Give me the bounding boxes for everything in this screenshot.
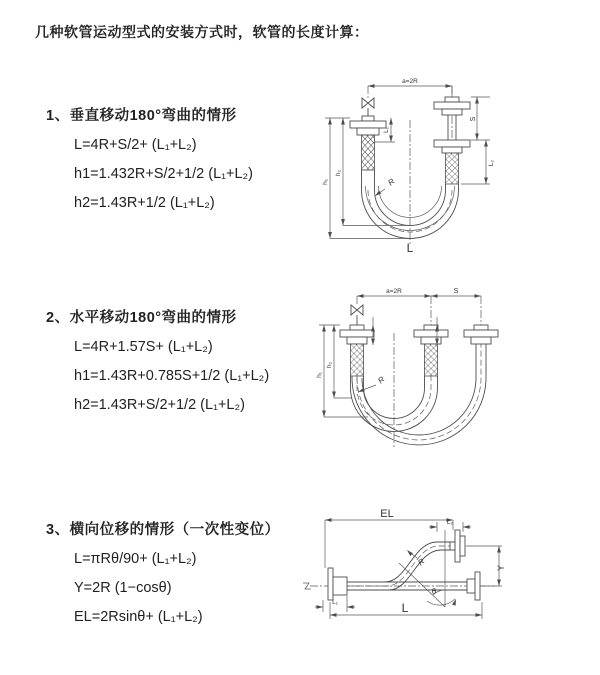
formula-1-h1: h1=1.432R+S/2+1/2 (L₁+L₂) <box>74 166 254 182</box>
lower-right-flange <box>467 572 480 600</box>
dim-label-h2: h₂ <box>335 169 342 177</box>
moved-end-fitting <box>464 325 498 344</box>
section-1-heading: 1、垂直移动180°弯曲的情形 <box>46 108 237 124</box>
left-end-fitting <box>350 116 386 170</box>
formula-3-EL: EL=2Rsinθ+ (L₁+L₂) <box>74 609 203 625</box>
formula-3-L: L=πRθ/90+ (L₁+L₂) <box>74 551 197 567</box>
centerlines <box>357 296 481 447</box>
dimension-EL <box>325 508 453 568</box>
section-2-heading: 2、水平移动180°弯曲的情形 <box>46 310 237 326</box>
dimension-L <box>330 601 482 619</box>
diagram-horizontal-180-bend <box>300 283 505 451</box>
middle-end-fitting <box>414 325 448 376</box>
radius-callout <box>357 375 386 394</box>
dim-label-S: S <box>453 288 459 295</box>
dimension-L2 <box>429 519 471 532</box>
dim-label-S: S <box>470 116 477 122</box>
dim-label-a2r: a=2R <box>386 288 402 295</box>
dim-label-R: R <box>416 556 427 568</box>
page-title: 几种软管运动型式的安装方式时，软管的长度计算： <box>35 24 369 40</box>
upper-right-flange <box>450 530 465 562</box>
dim-label-L1: L₁ <box>383 127 390 133</box>
diagram-lateral-displacement <box>295 500 515 630</box>
dimension-a2r <box>368 78 452 96</box>
dim-label-L1: L₁ <box>332 599 338 606</box>
left-flange <box>328 568 347 600</box>
dim-label-Y: Y <box>496 564 506 572</box>
dim-label-L2: L₂ <box>446 519 454 526</box>
radius-callout <box>374 177 397 198</box>
left-end-fitting <box>340 325 374 376</box>
formula-1-L: L=4R+S/2+ (L₁+L₂) <box>74 137 197 153</box>
formula-2-h2: h2=1.43R+S/2+1/2 (L₁+L₂) <box>74 397 245 413</box>
dim-label-a2r: a=2R <box>402 78 418 85</box>
dim-label-EL: EL <box>380 508 394 520</box>
centerlines <box>368 86 452 244</box>
section-1 <box>46 104 253 212</box>
hose-loops <box>351 344 487 445</box>
right-end-fitting <box>434 97 470 184</box>
dim-label-R: R <box>386 176 397 188</box>
formula-2-L: L=4R+1.57S+ (L₁+L₂) <box>74 339 213 355</box>
valve-icon <box>362 98 374 116</box>
dim-label-theta: θ <box>431 587 437 596</box>
hose-s-curve <box>347 542 467 590</box>
dimension-L1 <box>315 596 355 612</box>
diagram-vertical-180-bend <box>305 72 505 262</box>
dim-label-L2: L₂ <box>488 159 495 167</box>
dim-label-R: R <box>376 374 387 386</box>
formula-1-h2: h2=1.43R+1/2 (L₁+L₂) <box>74 195 215 211</box>
dim-label-h1: h₁ <box>316 372 323 378</box>
section-3-heading: 3、横向位移的情形（一次性变位） <box>46 522 280 538</box>
dimension-a2r-S <box>357 288 481 298</box>
section-3 <box>46 518 280 626</box>
formula-2-h1: h1=1.43R+0.785S+1/2 (L₁+L₂) <box>74 368 270 384</box>
break-mark <box>303 583 311 589</box>
dim-label-h1: h₁ <box>322 179 329 185</box>
dim-label-L: L <box>406 241 414 255</box>
formula-3-Y: Y=2R (1−cosθ) <box>74 580 172 596</box>
dim-label-L: L <box>401 601 409 615</box>
section-2 <box>46 306 269 414</box>
valve-icon <box>351 305 363 325</box>
dim-label-h2: h₂ <box>326 361 333 369</box>
